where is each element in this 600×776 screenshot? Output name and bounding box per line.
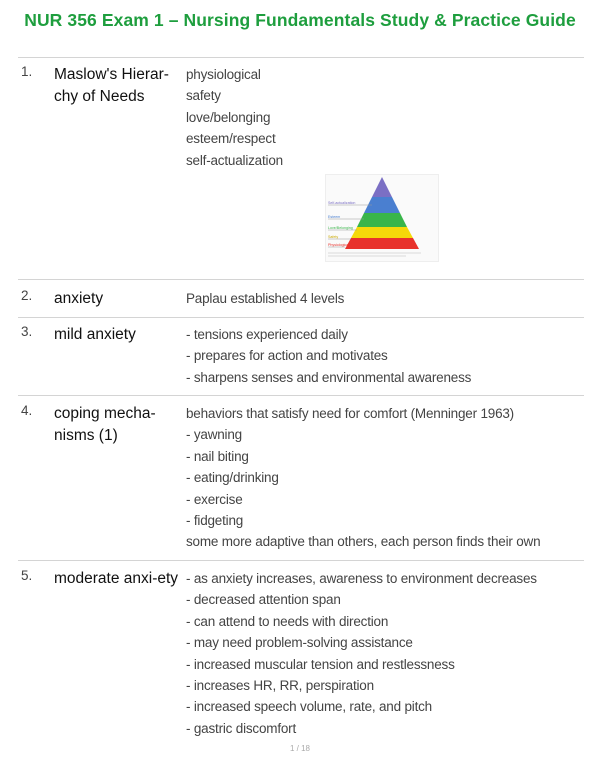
definition-line: - increased muscular tension and restlessness — [186, 656, 455, 672]
definition-line: - fidgeting — [186, 513, 244, 529]
divider — [18, 279, 584, 280]
pyramid-tier-love-belonging — [357, 213, 407, 227]
definition-line: - tensions experienced daily — [186, 327, 348, 342]
pyramid-label: Self-actualization — [328, 201, 356, 205]
definition-line: - gastric discomfort — [186, 720, 297, 736]
pyramid-tier-safety — [351, 227, 413, 238]
definition-line: - may need problem-solving assistance — [186, 635, 413, 651]
definition-line: - can attend to needs with direction — [186, 613, 389, 629]
definition-line: Paplau established 4 levels — [186, 291, 345, 306]
definition-line: love/belonging — [186, 109, 271, 125]
definition-line: physiological — [186, 67, 261, 82]
definition-line: - decreased attention span — [186, 592, 341, 608]
page-number: 1 / 18 — [289, 744, 310, 753]
divider — [18, 560, 584, 561]
card-number: 4. — [21, 403, 33, 418]
maslow-pyramid-svg — [326, 175, 438, 261]
pyramid-label: Love/Belonging — [328, 226, 353, 230]
pyramid-label: Safety — [328, 235, 339, 239]
definition-line: - exercise — [186, 491, 243, 507]
pyramid-label: Physiological — [328, 243, 349, 247]
pyramid-tier-self-actualization — [372, 177, 392, 197]
divider — [18, 395, 584, 396]
definition-line: some more adaptive than others, each person finds their own — [186, 534, 541, 550]
definition-line: - increases HR, RR, perspiration — [186, 678, 374, 694]
card-definition — [186, 568, 537, 739]
definition-line: - increased speech volume, rate, and pitch — [186, 699, 432, 715]
card-term: Maslow's Hierar-chy of Needs — [54, 66, 169, 105]
card-term: mild anxiety — [54, 326, 136, 343]
definition-line: - sharpens senses and environmental awareness — [186, 369, 472, 385]
card-number: 1. — [21, 64, 33, 79]
card-number: 5. — [21, 568, 33, 583]
definition-line: safety — [186, 88, 221, 104]
card-definition — [186, 324, 471, 388]
definition-line: - as anxiety increases, awareness to environment decreases — [186, 571, 537, 586]
page-title: NUR 356 Exam 1 – Nursing Fundamentals Study & Practice Guide — [24, 10, 576, 30]
definition-line: - yawning — [186, 427, 242, 443]
divider — [18, 317, 584, 318]
definition-line: - eating/drinking — [186, 470, 279, 486]
card-definition — [186, 403, 540, 553]
card-number: 3. — [21, 324, 33, 339]
pyramid-tier-physiological — [345, 238, 419, 249]
card-term: moderate anxi-ety — [54, 570, 179, 587]
definition-line: behaviors that satisfy need for comfort (Menninger 1963) — [186, 406, 514, 421]
card-definition — [186, 288, 344, 309]
definition-line: - prepares for action and motivates — [186, 348, 388, 364]
card-term: coping mecha-nisms (1) — [54, 405, 156, 444]
card-term: anxiety — [54, 290, 104, 307]
definition-line: self-actualization — [186, 152, 283, 168]
pyramid-label: Esteem — [328, 215, 341, 219]
definition-line: esteem/respect — [186, 131, 276, 147]
maslow-pyramid-image — [325, 174, 439, 262]
card-definition — [186, 64, 283, 171]
definition-line: - nail biting — [186, 448, 249, 464]
divider — [18, 57, 584, 58]
card-number: 2. — [21, 288, 33, 303]
